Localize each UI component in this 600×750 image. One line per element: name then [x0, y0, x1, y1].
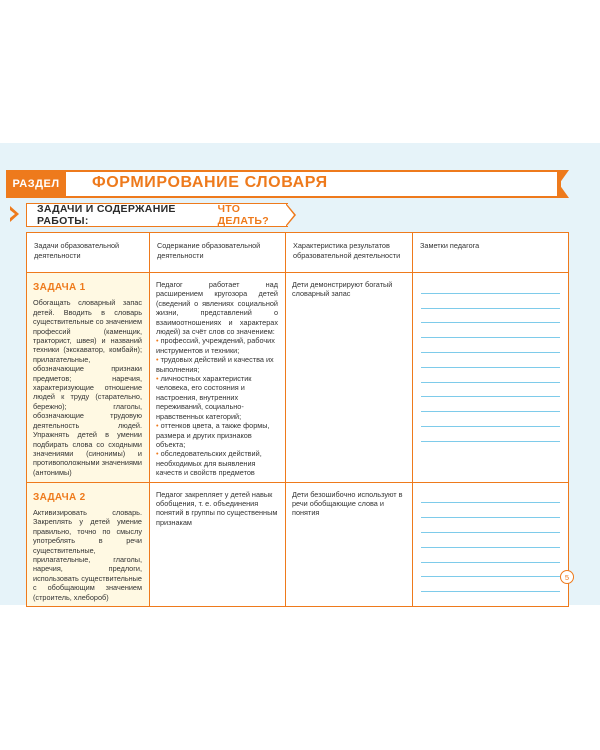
- notes-line: [421, 353, 560, 368]
- section-title: ФОРМИРОВАНИЕ СЛОВАРЯ: [92, 174, 328, 191]
- result-cell-1: Дети демонстрируют богатый словарный запас: [286, 273, 413, 483]
- result-cell-2: Дети безошибочно используют в речи обобщающие слова и понятия: [286, 482, 413, 606]
- notes-line: [421, 503, 560, 518]
- header-tasks: Задачи образовательной деятельности: [27, 233, 150, 273]
- notes-line: [421, 294, 560, 309]
- content-bullet: [156, 336, 278, 355]
- notes-cell-2[interactable]: [413, 482, 569, 606]
- task-cell-2: [27, 482, 150, 606]
- header-notes: Заметки педагога: [413, 233, 569, 273]
- notes-line: [421, 548, 560, 563]
- content-bullet-text: оттенков цвета, а также формы, размера и других признаков объекта;: [156, 421, 270, 449]
- content-bullet: [156, 421, 278, 449]
- notes-line: [421, 518, 560, 533]
- notes-line: [421, 368, 560, 383]
- notes-line: [421, 533, 560, 548]
- content-bullet-text: профессий, учреждений, рабочих инструментов и техники;: [156, 336, 275, 355]
- subheader-label: ЗАДАЧИ И СОДЕРЖАНИЕ РАБОТЫ:: [37, 203, 176, 227]
- section-flag-icon: [559, 170, 569, 198]
- bullet-icon: •: [156, 336, 159, 346]
- bullet-icon: •: [156, 421, 159, 431]
- notes-line: [421, 338, 560, 353]
- notes-line: [421, 383, 560, 398]
- task-title-2: ЗАДАЧА 2: [33, 491, 86, 503]
- notes-line: [421, 412, 560, 427]
- header-results: Характеристика результатов образовательной деятельности: [286, 233, 413, 273]
- notes-line: [421, 489, 560, 504]
- chevron-right-icon-inner: [10, 210, 15, 218]
- notes-line: [421, 323, 560, 338]
- section-header: [6, 170, 572, 198]
- content-cell-2: Педагог закрепляет у детей навык обобщения, т. е. объединения понятий в группы по существенным признакам: [150, 482, 286, 606]
- bullet-icon: •: [156, 374, 159, 384]
- table-row: [27, 273, 569, 483]
- page-number: 5: [560, 570, 574, 584]
- notes-line: [421, 563, 560, 578]
- task-text-2: Активизировать словарь. Закреплять у детей умение правильно, точно по смыслу употреблять в речи существительные, прилагательные, глаголы, наречия, предлоги, использовать существительные с обобщающим значением (строитель, хлебороб): [33, 507, 142, 602]
- subheader-banner: [26, 203, 288, 227]
- task-title-1: ЗАДАЧА 1: [33, 282, 86, 293]
- content-bullet-text: обследовательских действий, необходимых для выявления качеств и свойств предметов: [156, 449, 262, 478]
- content-bullet: [156, 449, 278, 477]
- content-bullet: [156, 374, 278, 421]
- task-text-1: Обогащать словарный запас детей. Вводить в словарь существительные со значением профессий (каменщик, тракторист, швея) и названий техники (экскаватор, комбайн); прилагательные, обозначающие признаки предметов; наречия, характеризующие отношение людей к труду (старательно, бережно); глаголы, обозначающие трудовую деятельность людей. Упражнять детей в умении подбирать слова со сходными значениями (синонимы) и противоположными значениями (антонимы): [33, 298, 142, 477]
- content-cell-1: [150, 273, 286, 483]
- subheader-accent: ЧТО ДЕЛАТЬ?: [217, 203, 269, 227]
- task-table: [26, 232, 569, 607]
- notes-line: [421, 397, 560, 412]
- bullet-icon: •: [156, 449, 159, 459]
- content-bullet: [156, 355, 278, 374]
- task-cell-1: [27, 273, 150, 483]
- content-bullet-text: трудовых действий и качества их выполнения;: [156, 355, 274, 374]
- header-content: Содержание образовательной деятельности: [150, 233, 286, 273]
- notes-line: [421, 577, 560, 592]
- table-row: [27, 482, 569, 606]
- bullet-icon: •: [156, 355, 159, 365]
- section-tag: РАЗДЕЛ: [6, 170, 66, 198]
- notes-line: [421, 427, 560, 442]
- notes-line: [421, 279, 560, 294]
- content-bullet-text: личностных характеристик человека, его состояния и настроения, внутренних переживаний, социально-нравственных категорий;: [156, 374, 252, 421]
- table-header-row: [27, 233, 569, 273]
- subheader-tip-inner: [286, 205, 294, 225]
- content-intro-1: Педагог работает над расширением кругозора детей (сведений о явлениях социальной жизни, представлений о взаимоотношениях и характерах людей) за счёт слов со значением:: [156, 280, 278, 337]
- notes-cell-1[interactable]: [413, 273, 569, 483]
- notes-line: [421, 309, 560, 324]
